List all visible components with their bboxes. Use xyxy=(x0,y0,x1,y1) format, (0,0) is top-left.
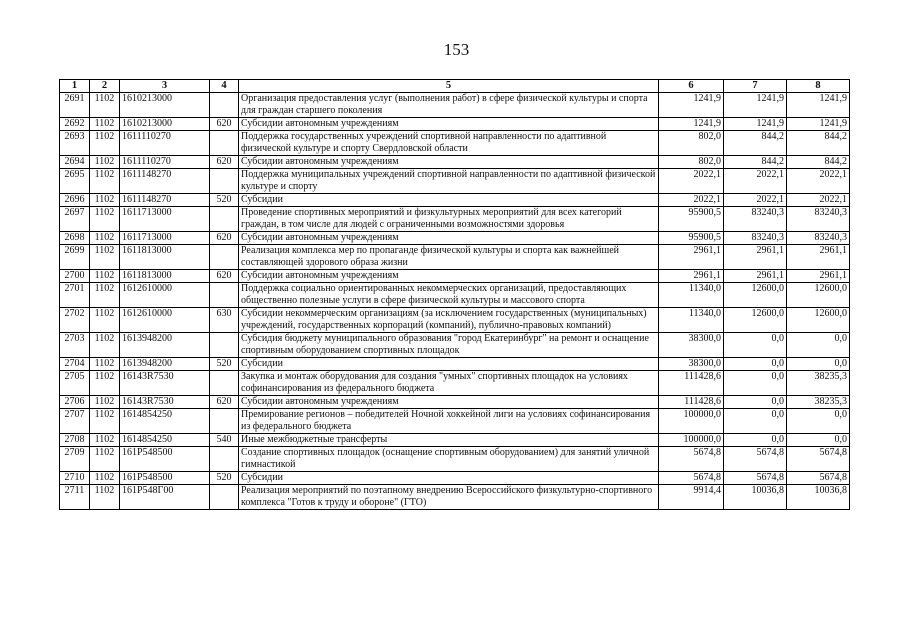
target-code-cell: 1611148270 xyxy=(120,169,210,194)
section-code-cell: 1102 xyxy=(90,358,120,371)
table-row xyxy=(60,194,850,207)
table-row xyxy=(60,447,850,472)
expense-type-cell xyxy=(210,245,239,270)
description-cell: Иные межбюджетные трансферты xyxy=(239,434,659,447)
table-row xyxy=(60,371,850,396)
amount-col7-cell: 2961,1 xyxy=(724,270,787,283)
expense-type-cell: 620 xyxy=(210,396,239,409)
description-cell: Субсидии автономным учреждениям xyxy=(239,270,659,283)
amount-col7-cell: 83240,3 xyxy=(724,232,787,245)
amount-col7-cell: 0,0 xyxy=(724,371,787,396)
target-code-cell: 1611813000 xyxy=(120,245,210,270)
description-cell: Поддержка социально ориентированных некоммерческих организаций, предоставляющих общественно полезные услуги в сфере физической культуры и массового спорта xyxy=(239,283,659,308)
amount-col6-cell: 111428,6 xyxy=(659,371,724,396)
table-row xyxy=(60,333,850,358)
header-row xyxy=(60,80,850,93)
amount-col7-cell: 2961,1 xyxy=(724,245,787,270)
column-header: 7 xyxy=(724,80,787,93)
amount-col6-cell: 95900,5 xyxy=(659,207,724,232)
table-row xyxy=(60,358,850,371)
column-header: 4 xyxy=(210,80,239,93)
amount-col8-cell: 844,2 xyxy=(787,156,850,169)
amount-col6-cell: 1241,9 xyxy=(659,118,724,131)
amount-col7-cell: 1241,9 xyxy=(724,118,787,131)
section-code-cell: 1102 xyxy=(90,308,120,333)
section-code-cell: 1102 xyxy=(90,156,120,169)
amount-col6-cell: 9914,4 xyxy=(659,485,724,510)
expense-type-cell xyxy=(210,169,239,194)
description-cell: Субсидия бюджету муниципального образования "город Екатеринбург" на ремонт и оснащение спортивным оборудованием спортивных площадок xyxy=(239,333,659,358)
amount-col8-cell: 0,0 xyxy=(787,358,850,371)
description-cell: Субсидии xyxy=(239,194,659,207)
description-cell: Закупка и монтаж оборудования для создания "умных" спортивных площадок на условиях софинансирования из федерального бюджета xyxy=(239,371,659,396)
target-code-cell: 16143R7530 xyxy=(120,396,210,409)
row-number-cell: 2708 xyxy=(60,434,90,447)
amount-col7-cell: 5674,8 xyxy=(724,472,787,485)
target-code-cell: 1613948200 xyxy=(120,358,210,371)
section-code-cell: 1102 xyxy=(90,472,120,485)
amount-col6-cell: 95900,5 xyxy=(659,232,724,245)
expense-type-cell xyxy=(210,371,239,396)
expense-type-cell: 620 xyxy=(210,270,239,283)
amount-col8-cell: 5674,8 xyxy=(787,472,850,485)
description-cell: Субсидии автономным учреждениям xyxy=(239,156,659,169)
row-number-cell: 2693 xyxy=(60,131,90,156)
budget-table xyxy=(59,79,850,510)
amount-col8-cell: 12600,0 xyxy=(787,283,850,308)
description-cell: Проведение спортивных мероприятий и физкультурных мероприятий для всех категорий граждан, в том числе для людей с ограниченными возможностями здоровья xyxy=(239,207,659,232)
amount-col8-cell: 2022,1 xyxy=(787,194,850,207)
amount-col8-cell: 38235,3 xyxy=(787,371,850,396)
expense-type-cell: 540 xyxy=(210,434,239,447)
target-code-cell: 1612610000 xyxy=(120,308,210,333)
amount-col7-cell: 1241,9 xyxy=(724,93,787,118)
expense-type-cell xyxy=(210,447,239,472)
amount-col7-cell: 0,0 xyxy=(724,333,787,358)
amount-col8-cell: 10036,8 xyxy=(787,485,850,510)
section-code-cell: 1102 xyxy=(90,371,120,396)
amount-col6-cell: 2022,1 xyxy=(659,169,724,194)
description-cell: Субсидии некоммерческим организациям (за исключением государственных (муниципальных) учреждений, государственных корпораций (компаний), публично-правовых компаний) xyxy=(239,308,659,333)
description-cell: Создание спортивных площадок (оснащение спортивным оборудованием) для занятий уличной гимнастикой xyxy=(239,447,659,472)
amount-col7-cell: 2022,1 xyxy=(724,194,787,207)
amount-col6-cell: 100000,0 xyxy=(659,434,724,447)
section-code-cell: 1102 xyxy=(90,207,120,232)
table-body xyxy=(60,93,850,510)
table-row xyxy=(60,270,850,283)
amount-col7-cell: 2022,1 xyxy=(724,169,787,194)
amount-col6-cell: 802,0 xyxy=(659,156,724,169)
target-code-cell: 1614854250 xyxy=(120,409,210,434)
column-header: 3 xyxy=(120,80,210,93)
amount-col8-cell: 1241,9 xyxy=(787,93,850,118)
amount-col7-cell: 0,0 xyxy=(724,358,787,371)
amount-col7-cell: 844,2 xyxy=(724,131,787,156)
table-row xyxy=(60,207,850,232)
row-number-cell: 2703 xyxy=(60,333,90,358)
section-code-cell: 1102 xyxy=(90,396,120,409)
amount-col8-cell: 83240,3 xyxy=(787,207,850,232)
target-code-cell: 1612610000 xyxy=(120,283,210,308)
description-cell: Поддержка муниципальных учреждений спортивной направленности по адаптивной физической культуре и спорту xyxy=(239,169,659,194)
amount-col7-cell: 12600,0 xyxy=(724,308,787,333)
row-number-cell: 2698 xyxy=(60,232,90,245)
row-number-cell: 2710 xyxy=(60,472,90,485)
section-code-cell: 1102 xyxy=(90,93,120,118)
amount-col6-cell: 111428,6 xyxy=(659,396,724,409)
section-code-cell: 1102 xyxy=(90,118,120,131)
table-row xyxy=(60,283,850,308)
amount-col8-cell: 83240,3 xyxy=(787,232,850,245)
target-code-cell: 1611110270 xyxy=(120,131,210,156)
target-code-cell: 1611148270 xyxy=(120,194,210,207)
amount-col6-cell: 2022,1 xyxy=(659,194,724,207)
expense-type-cell xyxy=(210,93,239,118)
amount-col8-cell: 0,0 xyxy=(787,409,850,434)
table-row xyxy=(60,131,850,156)
amount-col8-cell: 2961,1 xyxy=(787,270,850,283)
description-cell: Субсидии автономным учреждениям xyxy=(239,232,659,245)
expense-type-cell: 520 xyxy=(210,194,239,207)
target-code-cell: 161P548500 xyxy=(120,447,210,472)
table-row xyxy=(60,308,850,333)
description-cell: Субсидии автономным учреждениям xyxy=(239,118,659,131)
target-code-cell: 1613948200 xyxy=(120,333,210,358)
section-code-cell: 1102 xyxy=(90,447,120,472)
section-code-cell: 1102 xyxy=(90,232,120,245)
section-code-cell: 1102 xyxy=(90,434,120,447)
section-code-cell: 1102 xyxy=(90,409,120,434)
row-number-cell: 2694 xyxy=(60,156,90,169)
table-row xyxy=(60,118,850,131)
target-code-cell: 1611110270 xyxy=(120,156,210,169)
table-row xyxy=(60,472,850,485)
amount-col7-cell: 83240,3 xyxy=(724,207,787,232)
amount-col6-cell: 5674,8 xyxy=(659,447,724,472)
amount-col8-cell: 5674,8 xyxy=(787,447,850,472)
amount-col6-cell: 5674,8 xyxy=(659,472,724,485)
expense-type-cell: 630 xyxy=(210,308,239,333)
amount-col6-cell: 100000,0 xyxy=(659,409,724,434)
table-row xyxy=(60,169,850,194)
section-code-cell: 1102 xyxy=(90,194,120,207)
target-code-cell: 1610213000 xyxy=(120,93,210,118)
amount-col8-cell: 0,0 xyxy=(787,434,850,447)
row-number-cell: 2711 xyxy=(60,485,90,510)
amount-col8-cell: 2022,1 xyxy=(787,169,850,194)
row-number-cell: 2691 xyxy=(60,93,90,118)
row-number-cell: 2709 xyxy=(60,447,90,472)
amount-col6-cell: 38300,0 xyxy=(659,333,724,358)
column-header: 2 xyxy=(90,80,120,93)
amount-col8-cell: 844,2 xyxy=(787,131,850,156)
table-row xyxy=(60,232,850,245)
row-number-cell: 2702 xyxy=(60,308,90,333)
amount-col8-cell: 12600,0 xyxy=(787,308,850,333)
table-row xyxy=(60,409,850,434)
table-row xyxy=(60,485,850,510)
expense-type-cell: 620 xyxy=(210,156,239,169)
target-code-cell: 161P548Г00 xyxy=(120,485,210,510)
target-code-cell: 1610213000 xyxy=(120,118,210,131)
description-cell: Реализация мероприятий по поэтапному внедрению Всероссийского физкультурно-спортивного комплекса "Готов к труду и обороне" (ГТО) xyxy=(239,485,659,510)
expense-type-cell: 620 xyxy=(210,118,239,131)
target-code-cell: 1611713000 xyxy=(120,207,210,232)
row-number-cell: 2704 xyxy=(60,358,90,371)
target-code-cell: 1611713000 xyxy=(120,232,210,245)
expense-type-cell xyxy=(210,131,239,156)
amount-col7-cell: 5674,8 xyxy=(724,447,787,472)
amount-col7-cell: 0,0 xyxy=(724,434,787,447)
description-cell: Субсидии xyxy=(239,358,659,371)
section-code-cell: 1102 xyxy=(90,131,120,156)
column-header: 5 xyxy=(239,80,659,93)
amount-col7-cell: 10036,8 xyxy=(724,485,787,510)
row-number-cell: 2692 xyxy=(60,118,90,131)
table-row xyxy=(60,396,850,409)
target-code-cell: 161P548500 xyxy=(120,472,210,485)
column-header: 6 xyxy=(659,80,724,93)
section-code-cell: 1102 xyxy=(90,270,120,283)
row-number-cell: 2706 xyxy=(60,396,90,409)
target-code-cell: 16143R7530 xyxy=(120,371,210,396)
amount-col6-cell: 802,0 xyxy=(659,131,724,156)
section-code-cell: 1102 xyxy=(90,169,120,194)
expense-type-cell xyxy=(210,409,239,434)
amount-col6-cell: 2961,1 xyxy=(659,245,724,270)
amount-col6-cell: 11340,0 xyxy=(659,283,724,308)
amount-col7-cell: 844,2 xyxy=(724,156,787,169)
target-code-cell: 1611813000 xyxy=(120,270,210,283)
expense-type-cell xyxy=(210,485,239,510)
row-number-cell: 2697 xyxy=(60,207,90,232)
row-number-cell: 2705 xyxy=(60,371,90,396)
section-code-cell: 1102 xyxy=(90,245,120,270)
amount-col6-cell: 2961,1 xyxy=(659,270,724,283)
amount-col7-cell: 0,0 xyxy=(724,396,787,409)
amount-col8-cell: 0,0 xyxy=(787,333,850,358)
amount-col8-cell: 38235,3 xyxy=(787,396,850,409)
column-header: 1 xyxy=(60,80,90,93)
table-row xyxy=(60,93,850,118)
row-number-cell: 2701 xyxy=(60,283,90,308)
amount-col7-cell: 12600,0 xyxy=(724,283,787,308)
column-header: 8 xyxy=(787,80,850,93)
row-number-cell: 2699 xyxy=(60,245,90,270)
table-row xyxy=(60,156,850,169)
description-cell: Субсидии автономным учреждениям xyxy=(239,396,659,409)
section-code-cell: 1102 xyxy=(90,283,120,308)
page-number: 153 xyxy=(443,40,470,59)
amount-col6-cell: 1241,9 xyxy=(659,93,724,118)
amount-col8-cell: 2961,1 xyxy=(787,245,850,270)
expense-type-cell: 520 xyxy=(210,472,239,485)
table-header xyxy=(60,80,850,93)
expense-type-cell xyxy=(210,207,239,232)
expense-type-cell xyxy=(210,333,239,358)
row-number-cell: 2696 xyxy=(60,194,90,207)
description-cell: Субсидии xyxy=(239,472,659,485)
description-cell: Премирование регионов – победителей Ночной хоккейной лиги на условиях софинансирования из федерального бюджета xyxy=(239,409,659,434)
expense-type-cell xyxy=(210,283,239,308)
expense-type-cell: 520 xyxy=(210,358,239,371)
description-cell: Реализация комплекса мер по пропаганде физической культуры и спорта как важнейшей составляющей здорового образа жизни xyxy=(239,245,659,270)
description-cell: Организация предоставления услуг (выполнения работ) в сфере физической культуры и спорта для граждан старшего поколения xyxy=(239,93,659,118)
target-code-cell: 1614854250 xyxy=(120,434,210,447)
row-number-cell: 2695 xyxy=(60,169,90,194)
table-row xyxy=(60,434,850,447)
table-row xyxy=(60,245,850,270)
amount-col7-cell: 0,0 xyxy=(724,409,787,434)
description-cell: Поддержка государственных учреждений спортивной направленности по адаптивной физической культуре и спорту Свердловской области xyxy=(239,131,659,156)
amount-col8-cell: 1241,9 xyxy=(787,118,850,131)
expense-type-cell: 620 xyxy=(210,232,239,245)
section-code-cell: 1102 xyxy=(90,333,120,358)
section-code-cell: 1102 xyxy=(90,485,120,510)
amount-col6-cell: 11340,0 xyxy=(659,308,724,333)
row-number-cell: 2707 xyxy=(60,409,90,434)
row-number-cell: 2700 xyxy=(60,270,90,283)
amount-col6-cell: 38300,0 xyxy=(659,358,724,371)
